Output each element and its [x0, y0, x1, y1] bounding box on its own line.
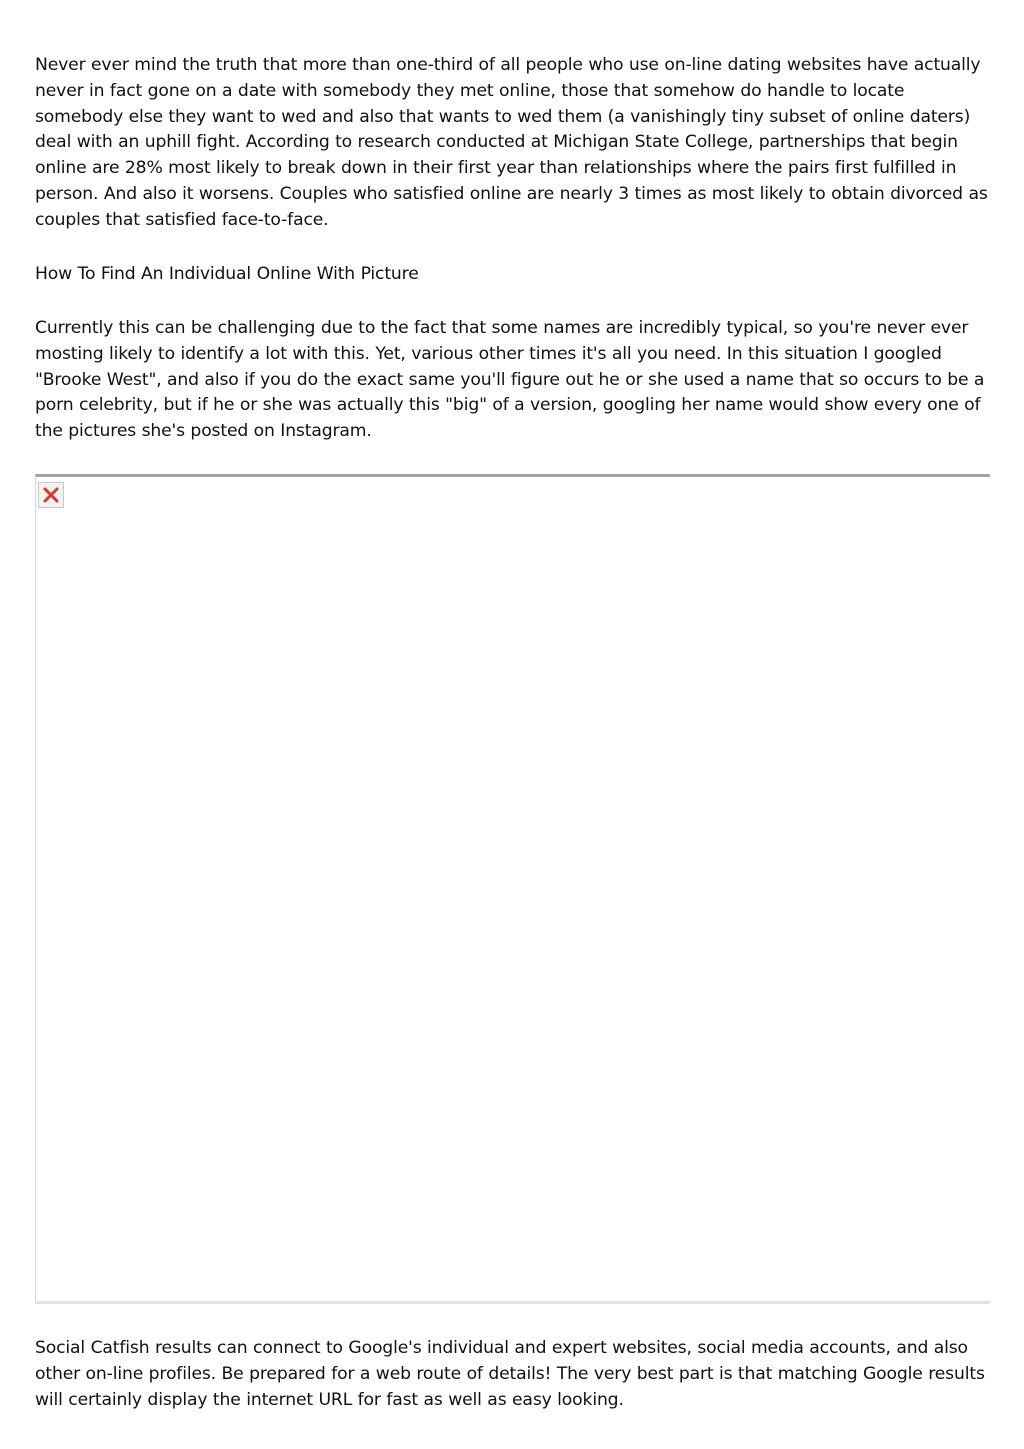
paragraph-name-search: Currently this can be challenging due to the fact that some names are incredibly typical, so you're never ever mosting likely to identify a lot with this. Yet, various other times it's all you need. In this situation I googled "Brooke West", and also if you do the exact same you'll figure out he or she used a name that so occurs to be a porn celebrity, but if he or she was actually this "big" of a version, googling her name would show every one of the pictures she's posted on Instagram. [35, 318, 985, 442]
broken-image-icon [38, 482, 64, 508]
section-heading: How To Find An Individual Online With Picture [35, 264, 419, 284]
paragraph-intro: Never ever mind the truth that more than one-third of all people who use on-line dating websites have actually never in fact gone on a date with somebody they met online, those that somehow do handle to locate somebody else they want to wed and also that wants to wed them (a vanishingly tiny subset of online daters) deal with an uphill fight. According to research conducted at Michigan State College, partnerships that begin online are 28% most likely to break down in their first year than relationships where the pairs first fulfilled in person. And also it worsens. Couples who satisfied online are nearly 3 times as most likely to obtain divorced as couples that satisfied face-to-face. [35, 55, 988, 230]
paragraph-social-catfish: Social Catfish results can connect to Google's individual and expert websites, social media accounts, and also other on-line profiles. Be prepared for a web route of details! The very best part is that matching Google results will certainly display the internet URL for fast as well as easy looking. [35, 1338, 985, 1410]
close-icon [43, 487, 59, 503]
broken-image-placeholder [35, 474, 990, 1304]
